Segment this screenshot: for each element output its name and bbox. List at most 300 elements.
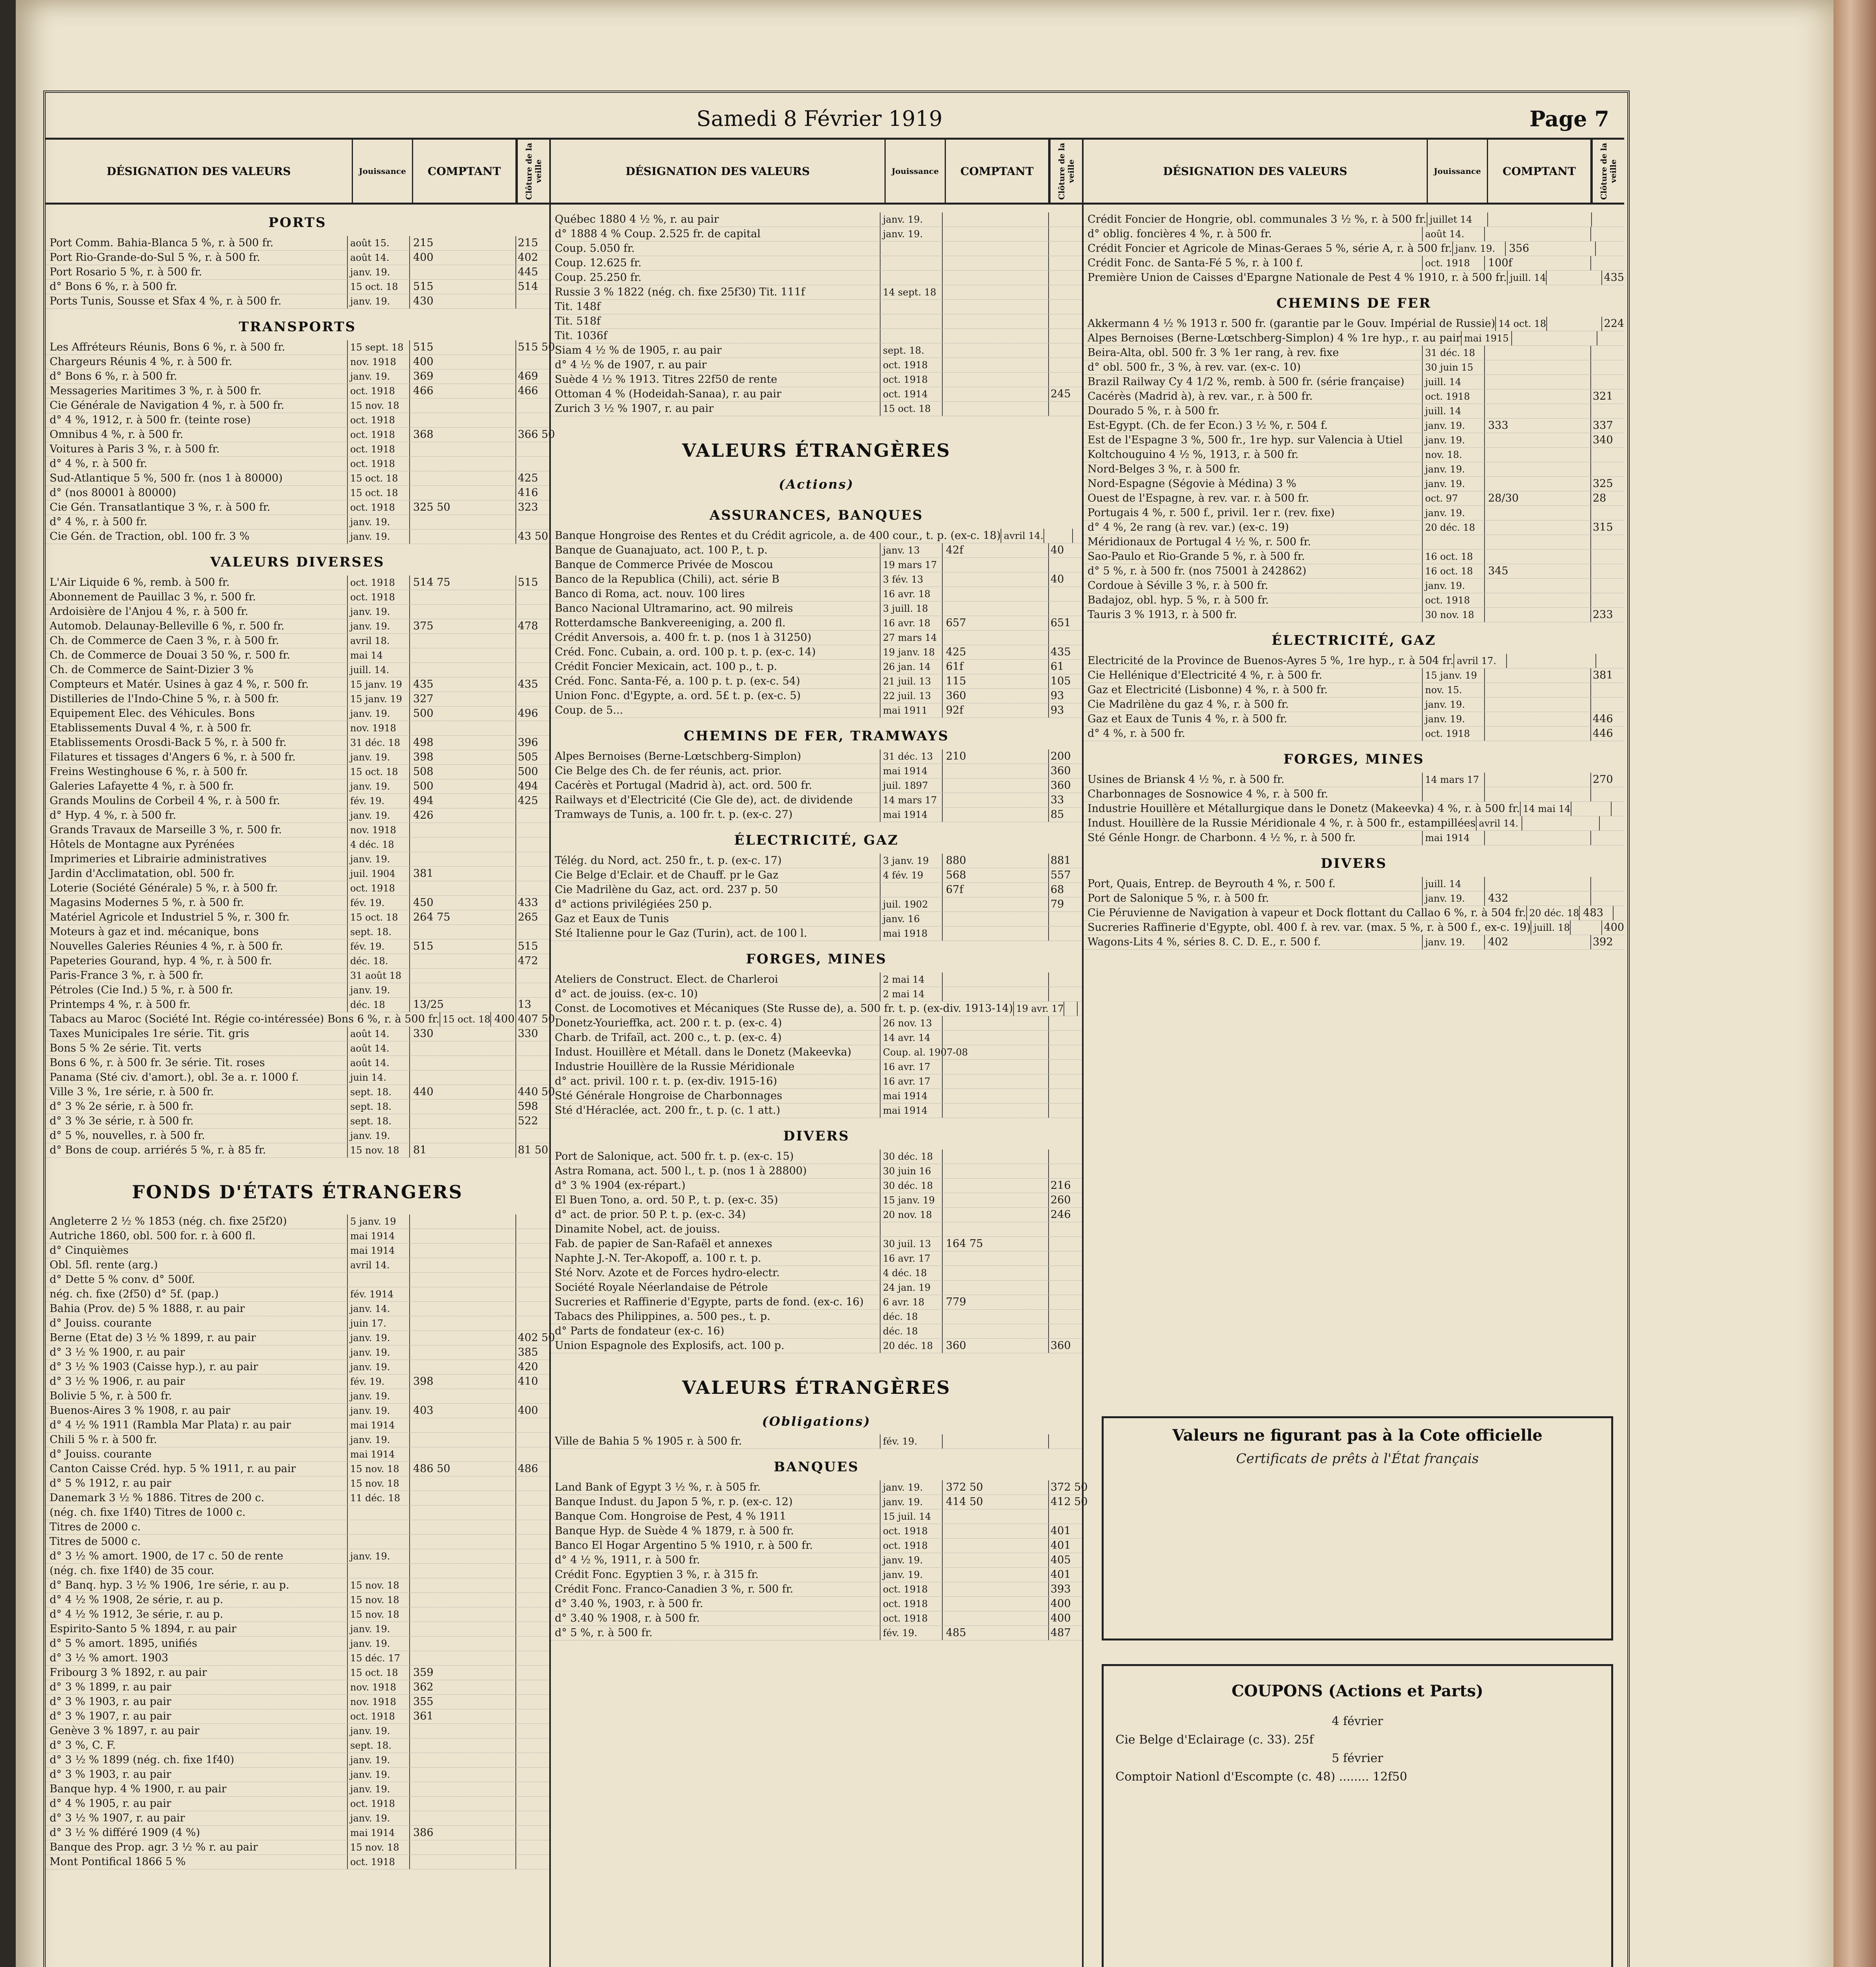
comptant-cell	[942, 602, 1048, 616]
cloture-cell: 445	[515, 265, 549, 279]
comptant-cell	[942, 1045, 1048, 1059]
cloture-cell	[1590, 593, 1624, 607]
cloture-cell: 372 50	[1048, 1480, 1082, 1495]
table-row	[551, 1324, 1082, 1339]
security-name: d° 3 % 1899, r. au pair	[50, 1681, 172, 1693]
security-name: Sud-Atlantique 5 %, 500 fr. (nos 1 à 80000)	[50, 472, 283, 484]
table-row	[551, 631, 1082, 645]
section-title: DIVERS	[1320, 856, 1387, 871]
comptant-cell: 400	[490, 1012, 515, 1026]
cloture-cell: 407 50	[515, 1012, 549, 1026]
table-row	[551, 1016, 1082, 1031]
cloture-cell	[1048, 1103, 1082, 1118]
cloture-cell: 881	[1048, 854, 1082, 868]
comptant-cell	[409, 1244, 515, 1258]
table-row	[46, 1331, 555, 1345]
section-subtitle: (Obligations)	[762, 1414, 871, 1429]
cloture-cell: 505	[515, 750, 549, 764]
security-name: Portugais 4 %, r. 500 f., privil. 1er r. (rev. fixe)	[1088, 507, 1335, 519]
comptant-cell	[409, 1114, 515, 1128]
cloture-cell	[1590, 375, 1624, 389]
jouissance-cell: oct. 1918	[347, 1709, 409, 1723]
table-row	[1084, 668, 1624, 683]
jouissance-cell: janv. 19.	[347, 1331, 409, 1345]
security-name: L'Air Liquide 6 %, remb. à 500 fr.	[50, 576, 230, 589]
table-row	[46, 1027, 549, 1041]
jouissance-cell: 26 jan. 14	[880, 660, 942, 674]
cloture-cell	[1077, 1002, 1082, 1016]
jouissance-cell: juin 14.	[347, 1070, 409, 1085]
cloture-cell	[1611, 802, 1624, 816]
table-row	[551, 1582, 1082, 1597]
cloture-cell	[515, 634, 549, 648]
jouissance-cell: 15 janv. 19	[347, 677, 409, 692]
cloture-cell: 392	[1590, 935, 1624, 949]
cloture-cell	[1048, 631, 1082, 645]
cloture-cell	[1048, 1031, 1082, 1045]
jouissance-cell: 5 janv. 19	[347, 1214, 409, 1229]
jouissance-cell: oct. 1918	[880, 373, 942, 387]
comptant-cell: 210	[942, 749, 1048, 764]
security-name: d° 3 ½ % 1900, r. au pair	[50, 1346, 185, 1358]
cloture-cell: 466	[515, 384, 549, 398]
page-number: Page 7	[1529, 106, 1609, 131]
table-row	[46, 280, 549, 294]
jouissance-cell: janv. 19.	[1422, 462, 1484, 476]
jouissance-cell: 15 nov. 18	[347, 1593, 409, 1607]
comptant-cell: 657	[942, 616, 1048, 630]
comptant-cell: 414 50	[942, 1495, 1048, 1509]
cloture-cell	[1590, 891, 1624, 906]
cloture-cell	[1590, 506, 1624, 520]
cloture-cell: 446	[1590, 727, 1624, 741]
security-name: Bolivie 5 %, r. à 500 fr.	[50, 1390, 172, 1402]
column-1	[46, 138, 555, 1967]
table-row	[1084, 448, 1624, 462]
jouissance-cell: mai 1918	[880, 926, 942, 941]
comptant-cell	[409, 1564, 515, 1578]
cloture-cell: 522	[515, 1114, 549, 1128]
security-name: Banco Nacional Ultramarino, act. 90 milreis	[555, 602, 793, 614]
cloture-cell: 469	[515, 369, 549, 384]
security-name: Electricité de la Province de Buenos-Ayres 5 %, 1re hyp., r. à 504 fr.	[1088, 655, 1454, 667]
jouissance-cell: janv. 19.	[347, 1782, 409, 1796]
table-row	[46, 779, 549, 794]
jouissance-cell	[1422, 535, 1484, 549]
cloture-cell: 40	[1048, 543, 1082, 557]
jouissance-cell: oct. 1918	[880, 1582, 942, 1596]
comptant-cell	[942, 631, 1048, 645]
cloture-cell: 246	[1048, 1208, 1082, 1222]
jouissance-cell: nov. 18.	[1422, 448, 1484, 462]
comptant-cell	[409, 1491, 515, 1505]
cloture-cell	[515, 1506, 549, 1520]
table-row	[1084, 360, 1624, 375]
table-row	[46, 896, 549, 910]
comptant-cell	[942, 1016, 1048, 1030]
table-row	[46, 998, 549, 1012]
comptant-cell	[409, 486, 515, 500]
comptant-cell	[1511, 331, 1597, 345]
security-name: Crédit Fonc. Franco-Canadien 3 %, r. 500 fr.	[555, 1583, 794, 1595]
security-name: nég. ch. fixe (2f50) d° 5f. (pap.)	[50, 1288, 219, 1300]
security-name: Ottoman 4 % (Hodeidah-Sanaa), r. au pair	[555, 388, 781, 400]
table-row	[551, 703, 1082, 718]
cloture-cell: 85	[1048, 808, 1082, 822]
security-name: Freins Westinghouse 6 %, r. à 500 fr.	[50, 766, 248, 778]
security-name: Berne (Etat de) 3 ½ % 1899, r. au pair	[50, 1332, 256, 1344]
security-name: d° 5 %, r. à 500 fr. (nos 75001 à 242862)	[1088, 565, 1307, 577]
security-name: Ouest de l'Espagne, à rev. var. r. à 500 fr.	[1088, 492, 1309, 504]
comptant-cell	[409, 1753, 515, 1767]
security-name: Fab. de papier de San-Rafaël et annexes	[555, 1238, 772, 1250]
jouissance-cell: fév. 19.	[880, 1434, 942, 1448]
jouissance-cell: sept. 18.	[347, 1114, 409, 1128]
jouissance-cell: oct. 1918	[347, 590, 409, 604]
jouissance-cell: nov. 1918	[347, 355, 409, 369]
comptant-cell	[942, 1103, 1048, 1118]
cloture-cell: 651	[1048, 616, 1082, 630]
table-row	[551, 271, 1082, 285]
table-row	[1084, 935, 1624, 950]
comptant-cell	[1484, 608, 1590, 622]
security-name: Sté Génle Hongr. de Charbonn. 4 ½ %, r. à 500 fr.	[1088, 832, 1356, 844]
jouissance-cell: 30 juil. 13	[880, 1237, 942, 1251]
jouissance-cell	[347, 1564, 409, 1578]
cloture-cell	[1048, 1060, 1082, 1074]
comptant-cell	[409, 1214, 515, 1229]
comptant-cell	[409, 925, 515, 939]
jouissance-cell: avril 18.	[347, 634, 409, 648]
table-row	[1084, 579, 1624, 593]
table-row	[46, 707, 549, 721]
cloture-cell: 425	[515, 794, 549, 808]
table-row	[46, 1680, 549, 1695]
jouissance-cell: janv. 13	[880, 543, 942, 557]
cloture-cell	[515, 663, 549, 677]
table-row	[551, 1045, 1082, 1060]
hors-cote-subtitle: Certificats de prêts à l'État français	[1236, 1451, 1479, 1467]
jouissance-cell: nov. 15.	[1422, 683, 1484, 697]
table-row	[46, 265, 549, 280]
cloture-cell: 216	[1048, 1179, 1082, 1193]
jouissance-cell: sept. 18.	[347, 925, 409, 939]
cloture-cell	[1048, 972, 1082, 987]
comptant-cell	[409, 1476, 515, 1491]
comptant-cell	[942, 1031, 1048, 1045]
table-row	[46, 413, 549, 428]
jouissance-cell: août 14.	[347, 1056, 409, 1070]
jouissance-cell: mai 1911	[880, 703, 942, 718]
security-name: d° 4 %, r. à 500 fr.	[50, 458, 148, 470]
table-row	[1084, 433, 1624, 448]
cloture-cell: 400	[1048, 1611, 1082, 1626]
cloture-cell: 40	[1048, 572, 1082, 587]
jouissance-cell: mai 14	[347, 648, 409, 662]
comptant-cell	[942, 1060, 1048, 1074]
cloture-cell: 337	[1590, 419, 1624, 433]
table-row	[46, 1520, 549, 1535]
security-name: d° 5 % amort. 1895, unifiés	[50, 1637, 198, 1650]
comptant-cell	[409, 1651, 515, 1665]
table-row	[46, 1491, 549, 1506]
jouissance-cell: nov. 1918	[347, 1680, 409, 1694]
jouissance-cell: janv. 19.	[1422, 419, 1484, 433]
jouissance-cell: janv. 19.	[347, 1345, 409, 1360]
cloture-cell	[515, 515, 549, 529]
jouissance-cell: janv. 19.	[1422, 506, 1484, 520]
table-row	[46, 1273, 549, 1287]
table-row	[1084, 227, 1624, 242]
coupon-item: Comptoir Nationl d'Escompte (c. 48) ........ 12f50	[1115, 1770, 1407, 1784]
comptant-cell	[1487, 212, 1591, 227]
jouissance-cell: août 14.	[347, 1041, 409, 1055]
table-row	[46, 605, 549, 619]
comptant-cell	[942, 1553, 1048, 1567]
jouissance-cell: oct. 1918	[880, 1524, 942, 1538]
hors-cote-box	[1102, 1416, 1613, 1640]
comptant-cell: 215	[409, 236, 515, 250]
jouissance-cell	[880, 300, 942, 314]
cloture-cell	[515, 1418, 549, 1432]
jouissance-cell: janv. 19.	[347, 1129, 409, 1143]
header-designation: DÉSIGNATION DES VALEURS	[1084, 140, 1428, 203]
table-row	[46, 954, 549, 969]
jouissance-cell: oct. 1918	[880, 1539, 942, 1553]
table-row	[551, 779, 1082, 793]
comptant-cell	[942, 972, 1048, 987]
list-divers	[551, 1150, 1082, 1353]
comptant-cell	[409, 265, 515, 279]
comptant-cell	[409, 1549, 515, 1563]
jouissance-cell: oct. 97	[1422, 491, 1484, 506]
jouissance-cell: oct. 1918	[347, 457, 409, 471]
jouissance-cell: janv. 19.	[347, 619, 409, 633]
table-row	[46, 1229, 549, 1244]
jouissance-cell: janv. 19.	[347, 1433, 409, 1447]
header-comptant: COMPTANT	[946, 140, 1049, 203]
table-row	[551, 358, 1082, 373]
jouissance-cell: fév. 19.	[347, 896, 409, 910]
security-name: Fribourg 3 % 1892, r. au pair	[50, 1666, 207, 1679]
table-row	[551, 926, 1082, 941]
jouissance-cell	[880, 242, 942, 256]
jouissance-cell: 15 nov. 18	[347, 1578, 409, 1592]
jouissance-cell: oct. 1918	[347, 442, 409, 456]
security-name: d° Bons 6 %, r. à 500 fr.	[50, 280, 177, 293]
cloture-cell	[515, 1447, 549, 1461]
comptant-cell	[409, 1302, 515, 1316]
table-row	[46, 1129, 549, 1143]
security-name: d° Bons 6 %, r. à 500 fr.	[50, 370, 177, 382]
cloture-cell: 265	[515, 910, 549, 924]
table-row	[551, 1509, 1082, 1524]
comptant-cell	[409, 1782, 515, 1796]
comptant-cell	[942, 1251, 1048, 1266]
comptant-cell	[942, 271, 1048, 285]
section-title: FORGES, MINES	[1283, 751, 1425, 767]
jouissance-cell: janv. 19.	[1422, 477, 1484, 491]
jouissance-cell: oct. 1918	[347, 413, 409, 427]
cloture-cell: 360	[1048, 1339, 1082, 1353]
comptant-cell	[1484, 462, 1590, 476]
coupon-item: Cie Belge d'Eclairage (c. 33). 25f	[1115, 1733, 1314, 1747]
cloture-cell: 33	[1048, 793, 1082, 807]
cloture-cell	[515, 721, 549, 735]
cloture-cell	[515, 1709, 549, 1723]
comptant-cell	[409, 1345, 515, 1360]
jouissance-cell: 30 déc. 18	[880, 1150, 942, 1164]
list-divers	[1084, 877, 1624, 950]
security-name: Ville de Bahia 5 % 1905 r. à 500 fr.	[555, 1435, 742, 1447]
jouissance-cell: mai 1914	[347, 1229, 409, 1243]
security-name: Distilleries de l'Indo-Chine 5 %, r. à 500 fr.	[50, 693, 279, 705]
table-row	[551, 883, 1082, 897]
table-row	[46, 1607, 549, 1622]
table-row	[551, 645, 1082, 660]
cloture-cell	[1048, 242, 1082, 256]
cloture-cell: 400	[1048, 1597, 1082, 1611]
jouissance-cell: nov. 1918	[347, 721, 409, 735]
security-name: Cie Belge des Ch. de fer réunis, act. prior.	[555, 765, 782, 777]
table-row	[46, 1695, 549, 1709]
comptant-cell	[942, 329, 1048, 343]
security-name: Pétroles (Cie Ind.) 5 %, r. à 500 fr.	[50, 984, 233, 996]
security-name: Coup. 25.250 fr.	[555, 271, 642, 284]
comptant-cell: 515	[409, 939, 515, 954]
cloture-cell	[515, 1753, 549, 1767]
cloture-cell	[515, 1651, 549, 1665]
table-row	[1084, 419, 1624, 433]
cloture-cell	[1590, 877, 1624, 891]
comptant-cell: 880	[942, 854, 1048, 868]
cloture-cell	[515, 1607, 549, 1622]
comptant-cell: 483	[1579, 906, 1612, 920]
table-row	[1084, 697, 1624, 712]
security-name: Cie Générale de Navigation 4 %, r. à 500 fr.	[50, 399, 284, 411]
table-row	[551, 1524, 1082, 1539]
security-name: Autriche 1860, obl. 500 for. r. à 600 fl.	[50, 1230, 256, 1242]
comptant-cell: 375	[409, 619, 515, 633]
security-name: Bahia (Prov. de) 5 % 1888, r. au pair	[50, 1303, 245, 1315]
jouissance-cell: oct. 1918	[347, 881, 409, 895]
security-name: d° 3 ½ % 1899 (nég. ch. fixe 1f40)	[50, 1754, 234, 1766]
cloture-cell	[515, 605, 549, 619]
jouissance-cell: oct. 1918	[347, 500, 409, 515]
jouissance-cell: mai 1915	[1461, 331, 1511, 345]
cloture-cell	[1590, 579, 1624, 593]
cloture-cell	[515, 1214, 549, 1229]
cloture-cell: 401	[1048, 1524, 1082, 1538]
security-name: Est de l'Espagne 3 %, 500 fr., 1re hyp. sur Valencia à Utiel	[1088, 434, 1403, 446]
table-row	[551, 1539, 1082, 1553]
security-name: Québec 1880 4 ½ %, r. au pair	[555, 213, 719, 225]
jouissance-cell: janv. 19.	[880, 1568, 942, 1582]
column-header	[46, 138, 549, 205]
comptant-cell	[1484, 593, 1590, 607]
comptant-cell	[409, 881, 515, 895]
cloture-cell	[1048, 1251, 1082, 1266]
table-row	[46, 925, 549, 939]
security-name: Railways et d'Electricité (Cie Gle de), act. de dividende	[555, 794, 853, 806]
table-row	[46, 471, 549, 486]
security-name: Banque de Guanajuato, act. 100 P., t. p.	[555, 544, 768, 556]
security-name: Grands Travaux de Marseille 3 %, r. 500 fr.	[50, 824, 282, 836]
security-name: d° 3.40 %, 1903, r. à 500 fr.	[555, 1598, 704, 1610]
comptant-cell	[942, 1089, 1048, 1103]
table-row	[46, 1476, 549, 1491]
cloture-cell: 496	[515, 707, 549, 721]
comptant-cell	[1484, 877, 1590, 891]
cloture-cell	[1048, 300, 1082, 314]
table-row	[551, 1193, 1082, 1208]
comptant-cell	[942, 1150, 1048, 1164]
table-row	[46, 881, 549, 896]
cloture-cell: 400	[515, 1404, 549, 1418]
jouissance-cell: Coup. al. 1907-08	[880, 1045, 942, 1059]
comptant-cell	[409, 1447, 515, 1461]
page-stack-edge	[1834, 0, 1876, 1967]
cloture-cell	[1590, 535, 1624, 549]
table-row	[551, 402, 1082, 416]
header-jouissance: Jouissance	[353, 140, 413, 203]
comptant-cell	[942, 1266, 1048, 1280]
cloture-cell: 515 50	[515, 340, 549, 354]
jouissance-cell: fév. 19.	[347, 939, 409, 954]
comptant-cell	[942, 314, 1048, 328]
security-name: Titres de 5000 c.	[50, 1535, 141, 1548]
table-row	[1084, 346, 1624, 360]
list-banques	[551, 1480, 1088, 1640]
comptant-cell	[1484, 506, 1590, 520]
cloture-cell	[515, 1070, 549, 1085]
jouissance-cell: mai 1914	[347, 1447, 409, 1461]
cloture-cell	[515, 1637, 549, 1651]
comptant-cell	[409, 399, 515, 413]
cloture-cell	[515, 1593, 549, 1607]
security-name: Taxes Municipales 1re série. Tit. gris	[50, 1028, 249, 1040]
comptant-cell	[1484, 831, 1590, 845]
jouissance-cell: oct. 1918	[1422, 727, 1484, 741]
cloture-cell	[1048, 1164, 1082, 1178]
jouissance-cell: 16 avr. 18	[880, 616, 942, 630]
comptant-cell	[409, 457, 515, 471]
security-name: Crédit Foncier Mexicain, act. 100 p., t. p.	[555, 661, 777, 673]
table-row	[46, 1549, 549, 1564]
security-name: Créd. Fonc. Cubain, a. ord. 100 p. t. p. (ex-c. 14)	[555, 646, 816, 658]
header-cloture: Clôture de la veille	[517, 140, 549, 203]
table-row	[46, 428, 555, 442]
comptant-cell	[409, 605, 515, 619]
comptant-cell	[1484, 433, 1590, 447]
cloture-cell	[515, 1491, 549, 1505]
security-name: Coup. 5.050 fr.	[555, 242, 635, 255]
cloture-cell: 260	[1048, 1193, 1082, 1207]
table-row	[1084, 520, 1624, 535]
table-row	[1084, 787, 1624, 802]
section-title: VALEURS DIVERSES	[210, 554, 385, 570]
security-name: Magasins Modernes 5 %, r. à 500 fr.	[50, 897, 244, 909]
table-row	[46, 939, 549, 954]
table-row	[46, 1637, 549, 1651]
cloture-cell: 28	[1590, 491, 1624, 506]
security-name: d° Hyp. 4 %, r. à 500 fr.	[50, 809, 176, 821]
jouissance-cell: fév. 19.	[880, 1626, 942, 1640]
cloture-cell	[1590, 564, 1624, 578]
cloture-cell	[515, 983, 549, 997]
cloture-cell: 500	[515, 765, 549, 779]
security-name: Loterie (Société Générale) 5 %, r. à 500 fr.	[50, 882, 278, 894]
